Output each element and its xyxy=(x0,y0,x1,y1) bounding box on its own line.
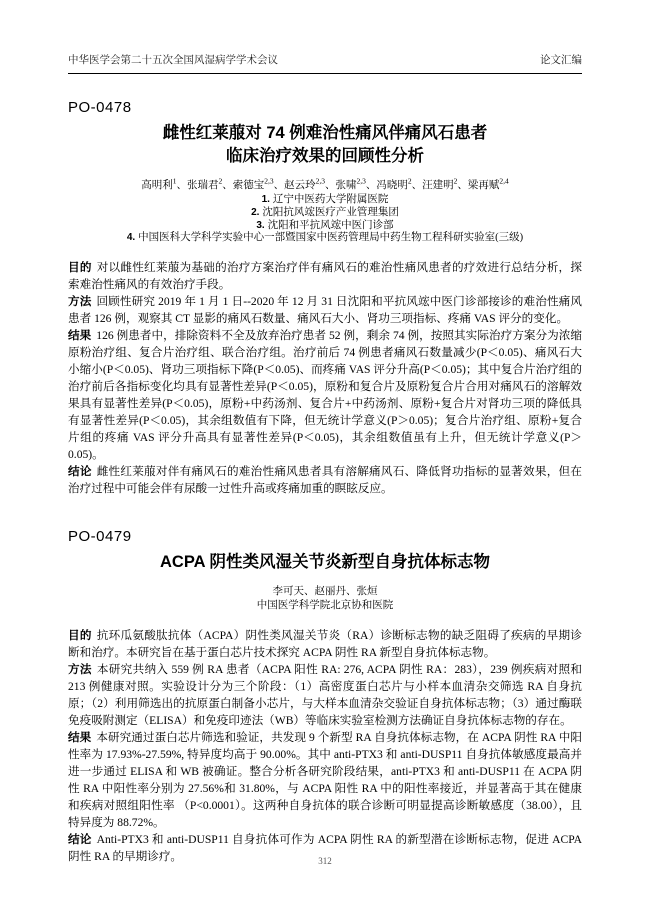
affiliation-text: 沈阳抗风竤医疗产业管理集团 xyxy=(262,206,399,218)
affiliation-text: 沈阳和平抗风竤中医门诊部 xyxy=(267,219,394,231)
abstract-title-line1: 雌性红莱菔对 74 例难治性痛风伴痛风石患者 xyxy=(162,124,488,142)
header-conference-title: 中华医学会第二十五次全国风湿病学学术会议 xyxy=(68,55,278,66)
author-name: 冯晓明 xyxy=(376,180,408,191)
section-objective xyxy=(68,259,582,293)
section-results xyxy=(68,327,582,463)
affiliation-line xyxy=(68,220,582,233)
section-label: 方法 xyxy=(68,295,92,309)
author-name: 赵云玲 xyxy=(284,180,316,191)
section-results xyxy=(68,729,582,831)
affiliation-text: 辽宁中医药大学附属医院 xyxy=(272,194,389,205)
affiliation-list xyxy=(68,600,582,613)
section-text: 雌性红莱菔对伴有痛风石的难治性痛风患者具有溶解痛风石、降低肾功指标的显著效果，但在治疗过程中可能会伴有尿酸一过性升高或疼痛加重的瞑眩反应。 xyxy=(68,465,582,496)
abstract-id: PO-0478 xyxy=(68,99,132,116)
section-text: 本研究共纳入 559 例 RA 患者（ACPA 阳性 RA: 276, ACPA 阴性 RA：283），239 例疾病对照和 213 例健康对照。实验设计分为三个阶段：（1）高密度蛋白芯片与小样本血清杂交筛选 RA 自身抗原；（2）利用筛选出的抗原蛋白制备小芯片，与大样本血清杂交验证自身抗体标志物；（3）通过酶联免疫吸附测定（ELISA）和免疫印迹法（WB）等临床实验室检测方法确证自身抗体标志物的存在。 xyxy=(68,662,582,727)
footer-page-number: 312 xyxy=(318,856,332,866)
section-objective xyxy=(68,627,582,661)
affiliation-list xyxy=(68,194,582,245)
author-name: 张啸 xyxy=(335,180,357,191)
affiliation-line xyxy=(68,194,582,207)
abstract-title-line2: 临床治疗效果的回顾性分析 xyxy=(226,147,424,165)
affiliation-number: 2. xyxy=(251,206,260,218)
section-text: 对以雌性红莱菔为基础的治疗方案治疗伴有痛风石的难治性痛风患者的疗效进行总结分析，探索难治性痛风的有效治疗手段。 xyxy=(68,261,582,292)
author-list xyxy=(68,176,582,192)
abstract-title-line1: ACPA 阴性类风湿关节炎新型自身抗体标志物 xyxy=(160,553,490,572)
author-superscript: 2 xyxy=(407,176,412,186)
section-label: 结论 xyxy=(68,465,92,479)
author-superscript: 2 xyxy=(453,176,458,186)
author-separator: 、 xyxy=(222,180,233,191)
author-name: 梁再赋 xyxy=(467,180,500,191)
author-superscript: 2 xyxy=(218,176,223,186)
affiliation-line xyxy=(68,207,582,220)
section-label: 结果 xyxy=(68,329,92,343)
author-name: 汪建明 xyxy=(422,180,454,191)
page-header xyxy=(68,52,582,74)
author-superscript: 2,3 xyxy=(356,176,366,186)
abstract-title xyxy=(68,122,582,168)
affiliation-line xyxy=(68,232,582,245)
author-separator: 、 xyxy=(273,180,285,191)
abstract-body xyxy=(68,259,582,497)
abstract-po-0479 xyxy=(68,528,582,865)
author-name: 高明利 xyxy=(141,180,173,191)
author-separator: 、 xyxy=(176,180,187,191)
affiliation-number: 3. xyxy=(256,219,265,231)
section-methods xyxy=(68,293,582,327)
author-separator: 、 xyxy=(365,180,377,191)
author-separator: 、 xyxy=(325,180,336,191)
section-label: 方法 xyxy=(68,662,92,676)
abstract-body xyxy=(68,627,582,865)
section-label: 结果 xyxy=(68,730,92,744)
author-superscript: 1 xyxy=(172,176,177,186)
author-superscript: 2,3 xyxy=(264,176,274,186)
header-right-label: 论文汇编 xyxy=(540,55,582,66)
section-text: 回顾性研究 2019 年 1 月 1 日--2020 年 12 月 31 日沈阳和平抗风竤中医门诊部接诊的难治性痛风患者 126 例，观察其 CT 显影的痛风石数量、痛风石大小、肾功三项指标、疼痛 VAS 评分的变化。 xyxy=(68,295,582,326)
section-label: 结论 xyxy=(68,832,92,846)
author-list: 李可天、赵丽丹、张烜 xyxy=(272,586,378,598)
author-separator: 、 xyxy=(411,180,423,191)
abstract-po-0478 xyxy=(68,99,582,497)
author-name: 索德宝 xyxy=(232,180,265,191)
affiliation-line: 中国医学科学院北京协和医院 xyxy=(256,600,394,612)
section-text: 126 例患者中，排除资料不全及放弃治疗患者 52 例，剩余 74 例，按照其实际治疗方案分为浓缩原粉治疗组、复合片治疗组、联合治疗组。治疗前后 74 例患者痛风石数量减少(P＜0.05)、痛风石大小缩小(P＜0.05)、肾功三项指标下降(P＜0.05)、而疼痛 VAS 评分升高(P＜0.05)；其中复合片治疗组的治疗前后各指标变化均具有显著性差异(P＜0.05)，原粉和复合片及原粉复合片合用对痛风石的溶解效果具有显著性差异(P＜0.05)，原粉+中药汤剂、复合片+中药汤剂、原粉+复合片对肾功三项的降低具有显著性差异(P＜0.05)，其余组数值有下降，但无统计学意义(P＞0.05)；复合片治疗组、原粉+复合片组的疼痛 VAS 评分升高具有显著性差异(P＜0.05)，其余组数值虽有上升，但无统计学意义(P＞0.05)。 xyxy=(68,329,582,462)
author-superscript: 2,3 xyxy=(315,176,325,186)
section-text: Anti-PTX3 和 anti-DUSP11 自身抗体可作为 ACPA 阴性 RA 的新型潜在诊断标志物，促进 ACPA 阴性 RA 的早期诊疗。 xyxy=(68,832,582,863)
section-text: 抗环瓜氨酸肽抗体（ACPA）阴性类风湿关节炎（RA）诊断标志物的缺乏阻碍了疾病的早期诊断和治疗。本研究旨在基于蛋白芯片技术探究 ACPA 阴性 RA 新型自身抗体标志物。 xyxy=(68,628,582,659)
section-conclusion xyxy=(68,463,582,497)
section-label: 目的 xyxy=(68,261,92,275)
author-superscript: 2,4 xyxy=(499,176,509,186)
section-label: 目的 xyxy=(68,628,92,642)
author-separator: 、 xyxy=(457,180,468,191)
affiliation-number: 1. xyxy=(261,194,270,205)
abstract-id: PO-0479 xyxy=(68,528,132,546)
author-name: 张瑞君 xyxy=(187,180,219,191)
affiliation-text: 中国医科大学科学实验中心一部暨国家中医药管理局中药生物工程科研实验室(三级) xyxy=(138,232,524,244)
section-methods xyxy=(68,661,582,729)
affiliation-number: 4. xyxy=(126,232,136,244)
section-text: 本研究通过蛋白芯片筛选和验证，共发现 9 个新型 RA 自身抗体标志物，在 ACPA 阴性 RA 中阳性率为 17.93%-27.59%, 特异度均高于 90.00%。其中 anti-PTX3 和 anti-DUSP11 自身抗体敏感度最高并进一步通过 ELISA 和 WB 被确证。整合分析各研究阶段结果，anti-PTX3 和 anti-DUSP11 在 ACPA 阴性 RA 中阳性率分别为 27.56%和 31.80%，与 ACPA 阳性 RA 中的阳性率接近，并显著高于其在健康和疾病对照组阳性率 （P<0.0001）。这两种自身抗体的联合诊断可明显提高诊断敏感度（38.00），且特异度为 88.72%。 xyxy=(68,730,582,829)
abstract-title xyxy=(68,551,582,574)
